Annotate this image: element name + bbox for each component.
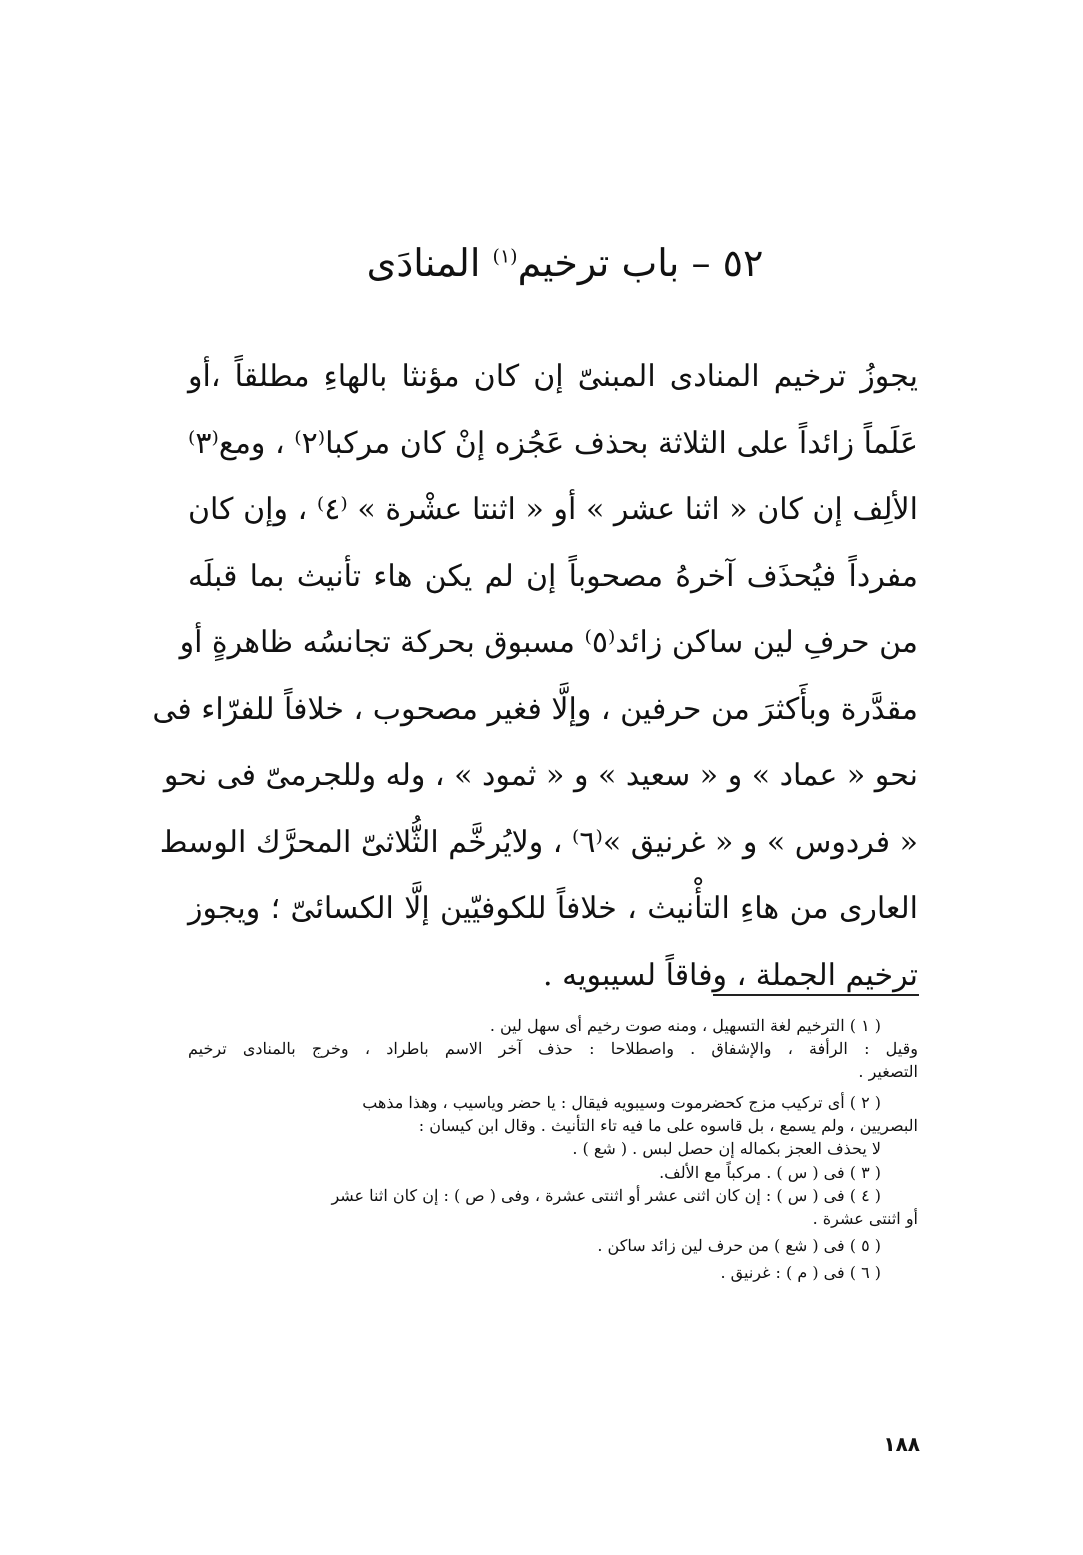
heading-dash: – [691,241,711,285]
footnote-3: ( ٣ ) فى ( س ) . مركباً مع الألف. [659,1162,881,1182]
footnote-6: ( ٦ ) فى ( م ) : غرنيق . [720,1262,881,1282]
footnote-line: ( ٤ ) فى ( س ) : إن كان اثنى عشر أو اثنتى عشرة ، وفى ( ص ) : إن كان اثنا عشر [331,1185,881,1205]
text-line: ترخيم الجملة ، وفاقاً لسيبويه . [543,957,918,993]
footnotes [188,1014,918,1284]
footnote-1 [188,1014,918,1083]
footnote-divider [713,994,919,996]
text-line: الألِف إن كان « اثنا عشر » أو « اثنتا عشْرة » ⁽٤⁾ ، وإن كان [188,492,919,527]
chapter-title: باب ترخيم [517,241,680,285]
text-line: نحو « عماد » و « سعيد » و « ثمود » ، وله وللجرمىّ فى نحو [163,758,918,793]
footnote-line: البصريين ، ولم يسمع ، بل قاسوه على ما فيه تاء التأنيث . وقال ابن كيسان : [418,1116,918,1136]
footnote-line: ( ١ ) الترخيم لغة التسهيل ، ومنه صوت رخيم أى سهل لين . [489,1016,881,1035]
text-line: من حرفِ لين ساكن زائد⁽٥⁾ مسبوق بحركة تجانسُه ظاهرةٍ أو [179,625,918,660]
text-line: يجوزُ ترخيم المنادى المبنىّ إن كان مؤنثا بالهاءِ مطلقاً ،أو [188,359,918,394]
main-text [152,344,919,1009]
footnote-line: ( ٢ ) أى تركيب مزج كحضرموت وسيبويه فيقال : يا حضر وياسيب ، وهذا مذهب [362,1093,881,1113]
chapter-number: ٥٢ [722,241,764,285]
chapter-heading [150,228,980,298]
footnote-line: وقيل : الرأفة ، والإشفاق . واصطلاحا : حذف آخر الاسم باطراد ، وخرج بالمنادى ترخيم [188,1039,918,1059]
heading-footnote-ref: (١) [492,245,518,268]
chapter-title-tail: المنادَى [366,241,481,285]
footnote-line: التصغير . [858,1062,918,1082]
text-line: مقدَّرة وبأَكثرَ من حرفين ، وإلَّا فغير مصحوب ، خلافاً للفرّاء فى [152,691,918,727]
page-number: ١٨٨ [883,1432,920,1456]
text-line: مفرداً فيُحذَف آخرهُ مصحوباً إن لم يكن هاء تأنيث بما قبلَه [188,558,918,594]
footnote-2 [188,1091,918,1160]
footnote-line: أو اثنتى عشرة . [812,1208,918,1228]
text-line: عَلَماً زائداً على الثلاثة بحذف عَجُزه إنْ كان مركبا⁽٢⁾ ، ومع⁽٣⁾ [188,425,919,461]
text-line: « فردوس » و « غرنيق »⁽٦⁾ ، ولايُرخَّم الثُّلاثىّ المحرَّك الوسط [159,824,918,860]
footnote-5: ( ٥ ) فى ( شع ) من حرف لين زائد ساكن . [597,1235,881,1255]
footnote-4 [188,1184,918,1230]
footnote-line: لا يحذف العجز بكماله إن حصل لبس . ( شع ) . [572,1139,881,1159]
text-line: العارى من هاءِ التأْنيث ، خلافاً للكوفيّين إلَّا الكسائىّ ؛ ويجوز [188,891,918,926]
